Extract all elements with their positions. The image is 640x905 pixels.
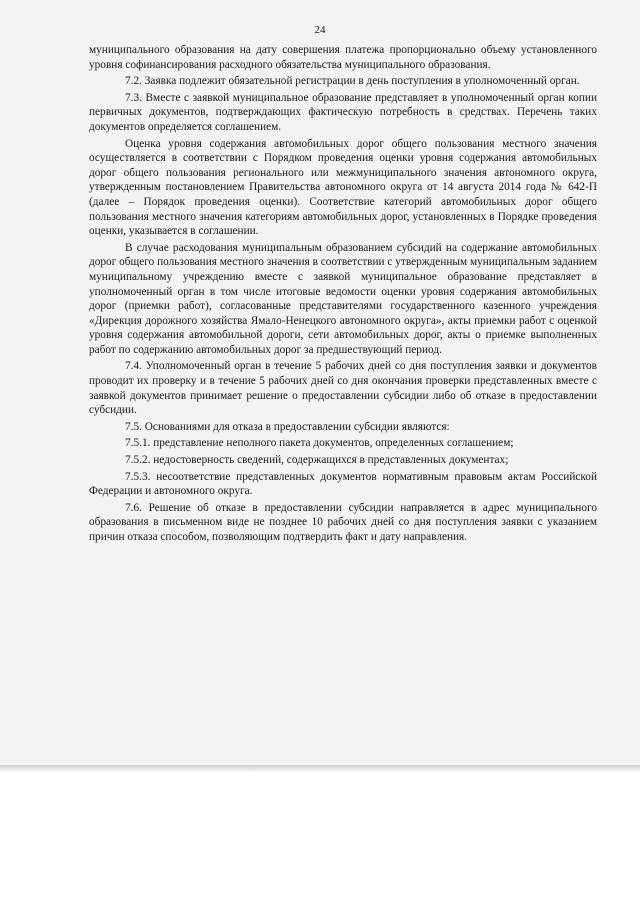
paragraph-subsidy-expenditure: В случае расходования муниципальным образованием субсидий на содержание автомобильных дорог общего пользования местного значения в соответствии с утвержденным муниципальным заданием муниципальному учреждению вместе с заявкой муниципальное образование представляет в уполномоченный орган в том числе итоговые ведомости оценки уровня содержания автомобильных дорог (приемки работ), согласованные представителями государственного казенного учреждения «Дирекция дорожного хозяйства Ямало-Ненецкого автономного округа», акты приемки работ с оценкой уровня содержания автомобильной дороги, сети автомобильных дорог, акты о приемке выполненных работ по содержанию автомобильных дорог за предшествующий период. (89, 241, 597, 356)
paragraph-7-5-2: 7.5.2. недостоверность сведений, содержащихся в представленных документах; (125, 454, 509, 467)
document-body (89, 43, 597, 545)
page-number: 24 (314, 24, 326, 36)
paragraph-7-5-1: 7.5.1. представление неполного пакета документов, определенных соглашением; (125, 437, 514, 450)
paragraph-7-5: 7.5. Основаниями для отказа в предоставлении субсидии являются: (125, 420, 450, 433)
paragraph-continuation: муниципального образования на дату совершения платежа пропорционально объему установленного уровня софинансирования расходного обязательства муниципального образования. (89, 44, 597, 71)
scan-edge-shadow (0, 765, 640, 773)
paragraph-7-5-3: 7.5.3. несоответствие представленных документов нормативным правовым актам Российской Федерации и автономного округа. (89, 470, 597, 498)
paragraph-road-assessment: Оценка уровня содержания автомобильных дорог общего пользования местного значения осуществляется в соответствии с Порядком проведения оценки уровня содержания автомобильных дорог общего пользования регионального или межмуниципального значения автономного округа, утвержденным постановлением Правительства автономного округа от 14 августа 2014 года № 642-П (далее – Порядок проведения оценки). Соответствие категорий автомобильных дорог общего пользования местного значения категориям автомобильных дорог, установленных в Порядке проведения оценки, указывается в соглашении. (89, 137, 597, 238)
paragraph-7-3: 7.3. Вместе с заявкой муниципальное образование представляет в уполномоченный орган копии первичных документов, подтверждающих фактическую потребность в средствах. Перечень таких документов определяется соглашением. (89, 91, 597, 133)
paragraph-7-6: 7.6. Решение об отказе в предоставлении субсидии направляется в адрес муниципального образования в письменном виде не позднее 10 рабочих дней со дня поступления заявки с указанием причин отказа способом, позволяющим подтвердить факт и дату направления. (89, 501, 597, 543)
paragraph-7-2: 7.2. Заявка подлежит обязательной регистрации в день поступления в уполномоченный орган. (125, 75, 580, 88)
paragraph-7-4: 7.4. Уполномоченный орган в течение 5 рабочих дней со дня поступления заявки и документов проводит их проверку и в течение 5 рабочих дней со дня окончания проверки представленных вместе с заявкой документов принимает решение о предоставлении субсидии либо об отказе в предоставлении субсидии. (89, 360, 597, 417)
